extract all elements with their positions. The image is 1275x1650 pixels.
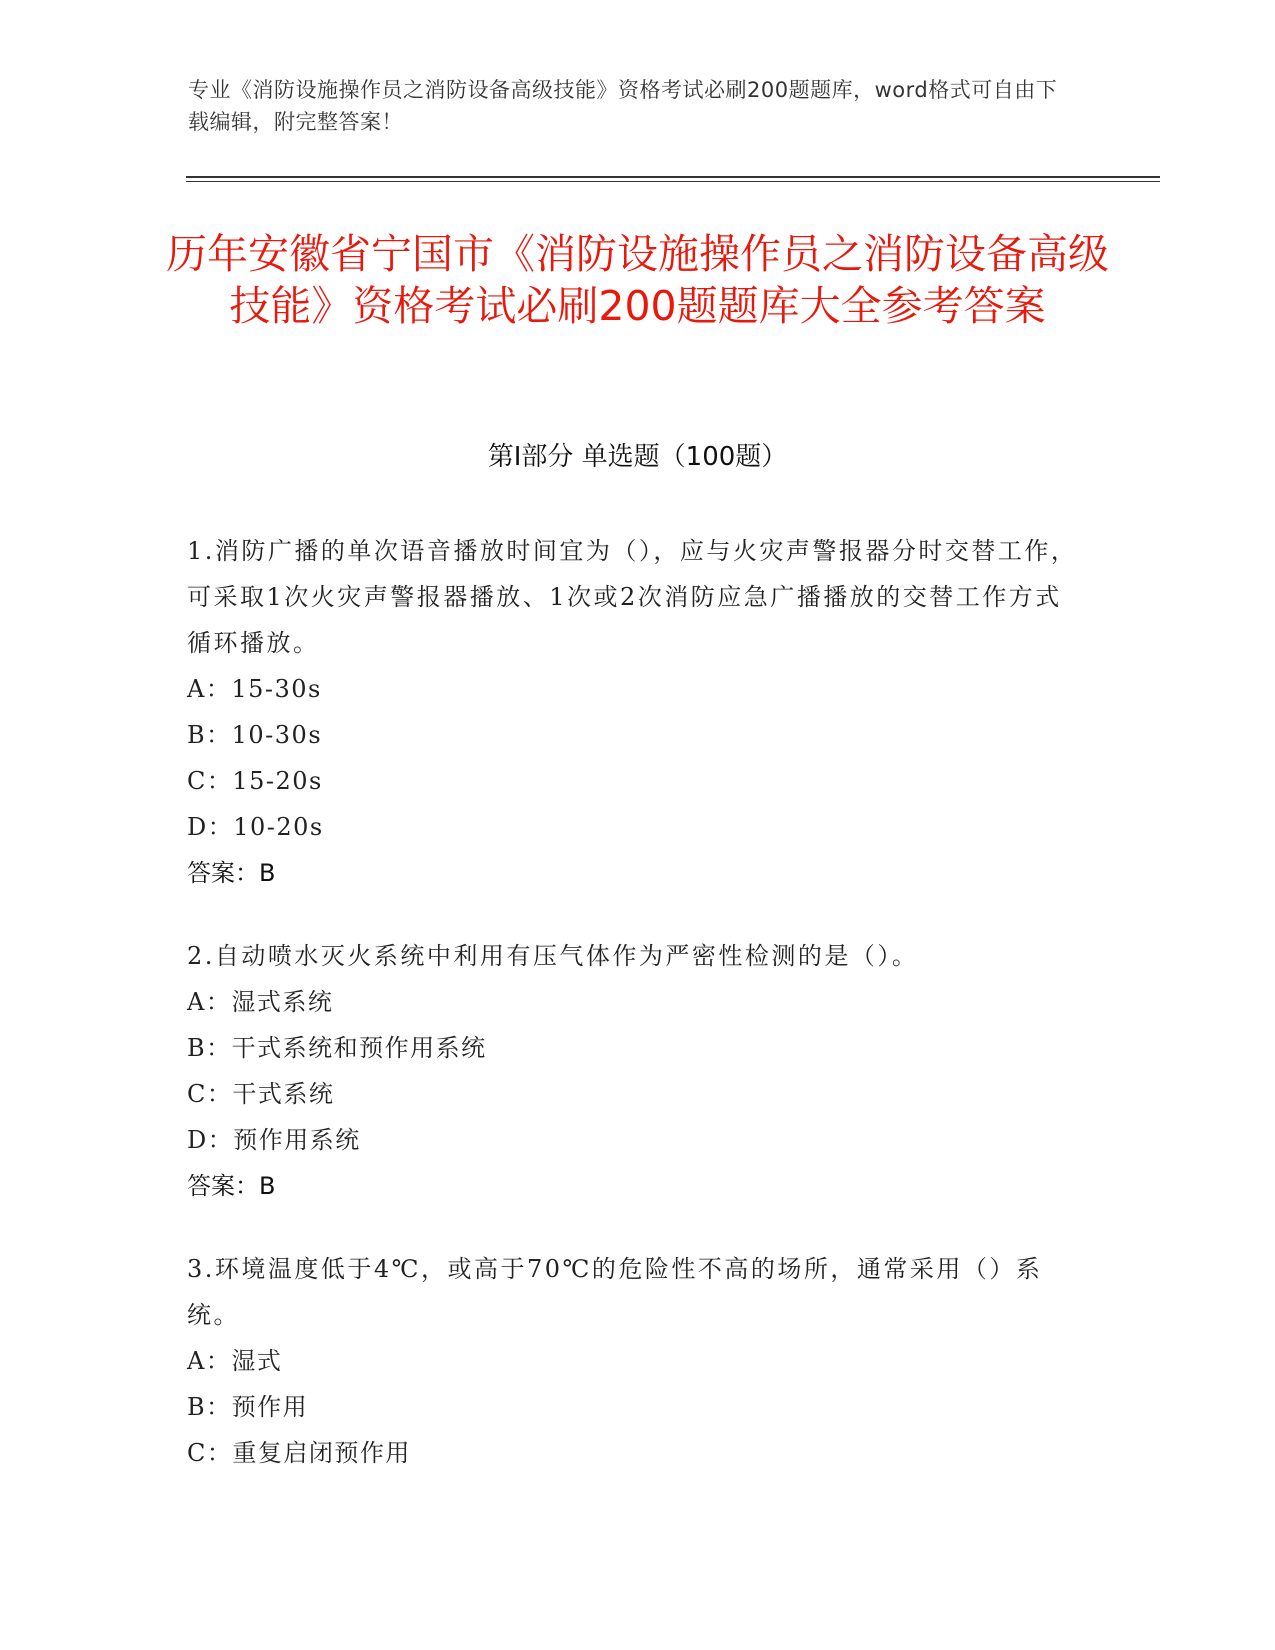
option-a: A：湿式系统 (187, 988, 334, 1016)
option-c: C：重复启闭预作用 (187, 1439, 411, 1467)
section-title: 第Ⅰ部分 单选题（100题） (487, 442, 788, 472)
question-2 (187, 933, 1087, 1209)
option-d: D：10-20s (187, 813, 324, 841)
option-c: C：干式系统 (187, 1080, 335, 1108)
question-1 (187, 528, 1087, 896)
option-b: B：预作用 (187, 1393, 309, 1421)
question-stem: 1.消防广播的单次语音播放时间宜为（），应与火灾声警报器分时交替工作，可采取1次火灾声警报器播放、1次或2次消防应急广播播放的交替工作方式循环播放。 (187, 537, 1078, 657)
question-list (187, 528, 1087, 1513)
header-note: 专业《消防设施操作员之消防设备高级技能》资格考试必刷200题题库，word格式可自由下载编辑，附完整答案！ (188, 78, 1058, 134)
option-a: A：15-30s (187, 675, 322, 703)
option-b: B：干式系统和预作用系统 (187, 1034, 487, 1062)
document-title: 历年安徽省宁国市《消防设施操作员之消防设备高级技能》资格考试必刷200题题库大全参考答案 (166, 230, 1109, 330)
question-stem: 3.环境温度低于4℃，或高于70℃的危险性不高的场所，通常采用（）系统。 (187, 1255, 1043, 1329)
option-b: B：10-30s (187, 721, 323, 749)
question-stem: 2.自动喷水灭火系统中利用有压气体作为严密性检测的是（）。 (187, 942, 919, 970)
option-a: A：湿式 (187, 1347, 283, 1375)
header-divider-thick (186, 176, 1160, 178)
answer-text: 答案：B (187, 1172, 276, 1200)
option-c: C：15-20s (187, 767, 323, 795)
option-d: D：预作用系统 (187, 1126, 361, 1154)
header-divider-thin (186, 181, 1160, 182)
question-3 (187, 1246, 1087, 1476)
answer-text: 答案：B (187, 859, 276, 887)
